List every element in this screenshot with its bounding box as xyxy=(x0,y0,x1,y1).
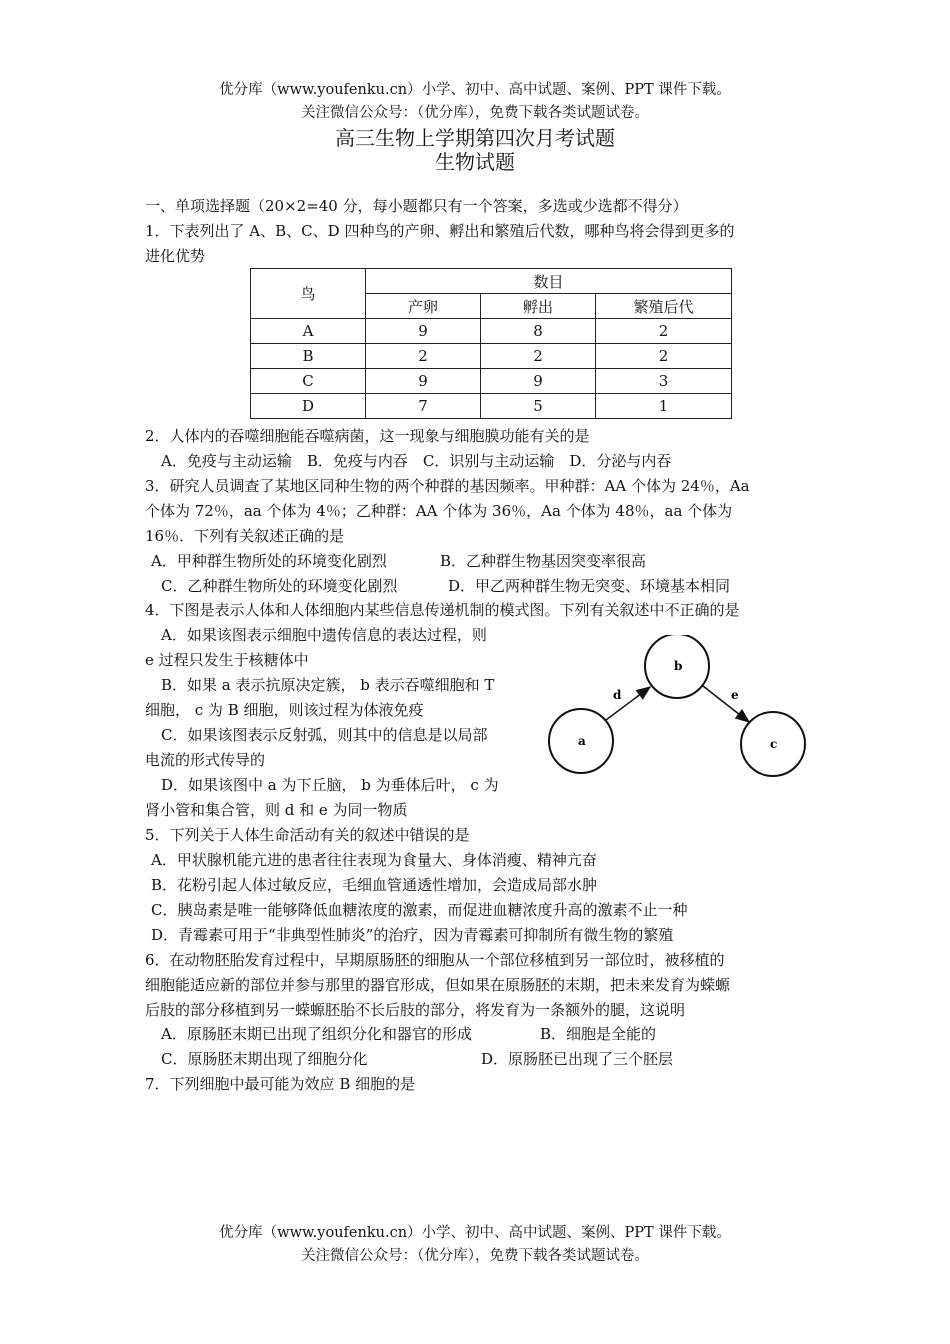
table-cell: 8 xyxy=(481,319,596,344)
table-cell: 3 xyxy=(596,369,732,394)
table-cell: 2 xyxy=(366,344,481,369)
q4-stem: 4．下图是表示人体和人体细胞内某些信息传递机制的模式图。下列有关叙述中不正确的是 xyxy=(145,601,740,619)
table-col-offspring: 繁殖后代 xyxy=(596,294,732,319)
table-cell: 9 xyxy=(366,319,481,344)
edge-e-arrow xyxy=(703,686,749,722)
page-title: 高三生物上学期第四次月考试题 xyxy=(335,126,615,150)
footer-line-1: 优分库（www.youfenku.cn）小学、初中、高中试题、案例、PPT 课件下载。 xyxy=(219,1225,731,1241)
q4-option-a-line-2: e 过程只发生于核糖体中 xyxy=(145,651,309,669)
q3-option-d: D．甲乙两种群生物无突变、环境基本相同 xyxy=(448,577,731,595)
table-cell: 2 xyxy=(596,344,732,369)
q4-option-d-line-2: 肾小管和集合管，则 d 和 e 为同一物质 xyxy=(145,801,408,819)
node-a-label: a xyxy=(578,734,586,748)
table-cell: 9 xyxy=(481,369,596,394)
q7-stem: 7．下列细胞中最可能为效应 B 细胞的是 xyxy=(145,1075,416,1093)
node-c-label: c xyxy=(770,737,778,751)
table-cell: D xyxy=(251,394,366,419)
table-cell: 2 xyxy=(596,319,732,344)
table-cell: 2 xyxy=(481,344,596,369)
table-cell: 1 xyxy=(596,394,732,419)
q6-stem-line-1: 6．在动物胚胎发育过程中，早期原肠胚的细胞从一个部位移植到另一部位时，被移植的 xyxy=(145,951,725,969)
header-line-2: 关注微信公众号：（优分库），免费下载各类试题试卷。 xyxy=(301,105,649,121)
table-cell: B xyxy=(251,344,366,369)
q6-stem-line-3: 后肢的部分移植到另一蝾螈胚胎不长后肢的部分，将发育为一条额外的腿，这说明 xyxy=(145,1001,686,1019)
q6-option-c: C．原肠胚末期出现了细胞分化 xyxy=(161,1050,368,1068)
q4-option-c-line-2: 电流的形式传导的 xyxy=(145,751,266,769)
footer-line-2: 关注微信公众号：（优分库），免费下载各类试题试卷。 xyxy=(301,1248,649,1264)
q6-stem-line-2: 细胞能适应新的部位并参与那里的器官形成，但如果在原肠胚的末期，把未来发育为蝾螈 xyxy=(145,976,731,994)
table-row xyxy=(251,319,732,344)
table-row xyxy=(251,394,732,419)
q4-option-a-line-1: A．如果该图表示细胞中遗传信息的表达过程，则 xyxy=(161,626,487,644)
q4-option-d-line-1: D．如果该图中 a 为下丘脑， b 为垂体后叶， c 为 xyxy=(161,776,499,794)
bird-table xyxy=(250,268,732,419)
edge-e-label: e xyxy=(731,688,739,702)
table-row xyxy=(251,369,732,394)
table-row xyxy=(251,344,732,369)
q2-options: A．免疫与主动运输 B．免疫与内吞 C．识别与主动运输 D．分泌与内吞 xyxy=(161,452,672,470)
q4-option-c-line-1: C．如果该图表示反射弧，则其中的信息是以局部 xyxy=(161,726,488,744)
q3-stem-line-3: 16％．下列有关叙述正确的是 xyxy=(145,527,345,545)
table-header-bird: 鸟 xyxy=(251,269,366,319)
edge-d-label: d xyxy=(613,688,622,702)
table-cell: 5 xyxy=(481,394,596,419)
q6-option-b: B．细胞是全能的 xyxy=(540,1025,657,1043)
table-cell: C xyxy=(251,369,366,394)
q6-option-d: D．原肠胚已出现了三个胚层 xyxy=(481,1050,674,1068)
q3-stem-line-1: 3．研究人员调查了某地区同种生物的两个种群的基因频率。甲种群：AA 个体为 24％，Aa xyxy=(145,477,750,495)
section-heading: 一、单项选择题（20×2=40 分，每小题都只有一个答案，多选或少选都不得分） xyxy=(145,197,688,215)
q2-stem: 2．人体内的吞噬细胞能吞噬病菌，这一现象与细胞膜功能有关的是 xyxy=(145,427,590,445)
signal-diagram xyxy=(540,635,815,785)
table-col-lay: 产卵 xyxy=(366,294,481,319)
q5-option-d: D．青霉素可用于“非典型性肺炎”的治疗，因为青霉素可抑制所有微生物的繁殖 xyxy=(151,926,674,944)
q5-stem: 5．下列关于人体生命活动有关的叙述中错误的是 xyxy=(145,826,470,844)
q4-option-b-line-2: 细胞， c 为 B 细胞，则该过程为体液免疫 xyxy=(145,701,424,719)
q5-option-b: B．花粉引起人体过敏反应，毛细血管通透性增加，会造成局部水肿 xyxy=(151,876,598,894)
q1-stem-line-1: 1．下表列出了 A、B、C、D 四种鸟的产卵、孵出和繁殖后代数，哪种鸟将会得到更多的 xyxy=(145,222,735,240)
node-b-label: b xyxy=(674,659,683,673)
table-cell: 9 xyxy=(366,369,481,394)
header-line-1: 优分库（www.youfenku.cn）小学、初中、高中试题、案例、PPT 课件下载。 xyxy=(219,82,731,98)
q4-option-b-line-1: B．如果 a 表示抗原决定簇， b 表示吞噬细胞和 T xyxy=(161,676,495,694)
q3-option-c: C．乙种群生物所处的环境变化剧烈 xyxy=(161,577,398,595)
q3-stem-line-2: 个体为 72％，aa 个体为 4％；乙种群：AA 个体为 36％，Aa 个体为 48％，aa 个体为 xyxy=(145,502,733,520)
table-cell: 7 xyxy=(366,394,481,419)
table-col-hatch: 孵出 xyxy=(481,294,596,319)
table-cell: A xyxy=(251,319,366,344)
q5-option-a: A．甲状腺机能亢进的患者往往表现为食量大、身体消瘦、精神亢奋 xyxy=(151,851,597,869)
q1-stem-line-2: 进化优势 xyxy=(145,247,206,265)
q6-option-a: A．原肠胚末期已出现了组织分化和器官的形成 xyxy=(161,1025,472,1043)
q3-option-a: A．甲种群生物所处的环境变化剧烈 xyxy=(151,552,387,570)
q5-option-c: C．胰岛素是唯一能够降低血糖浓度的激素，而促进血糖浓度升高的激素不止一种 xyxy=(151,901,688,919)
page-subtitle: 生物试题 xyxy=(435,150,515,174)
table-header-count: 数目 xyxy=(366,269,732,294)
q3-option-b: B．乙种群生物基因突变率很高 xyxy=(440,552,647,570)
